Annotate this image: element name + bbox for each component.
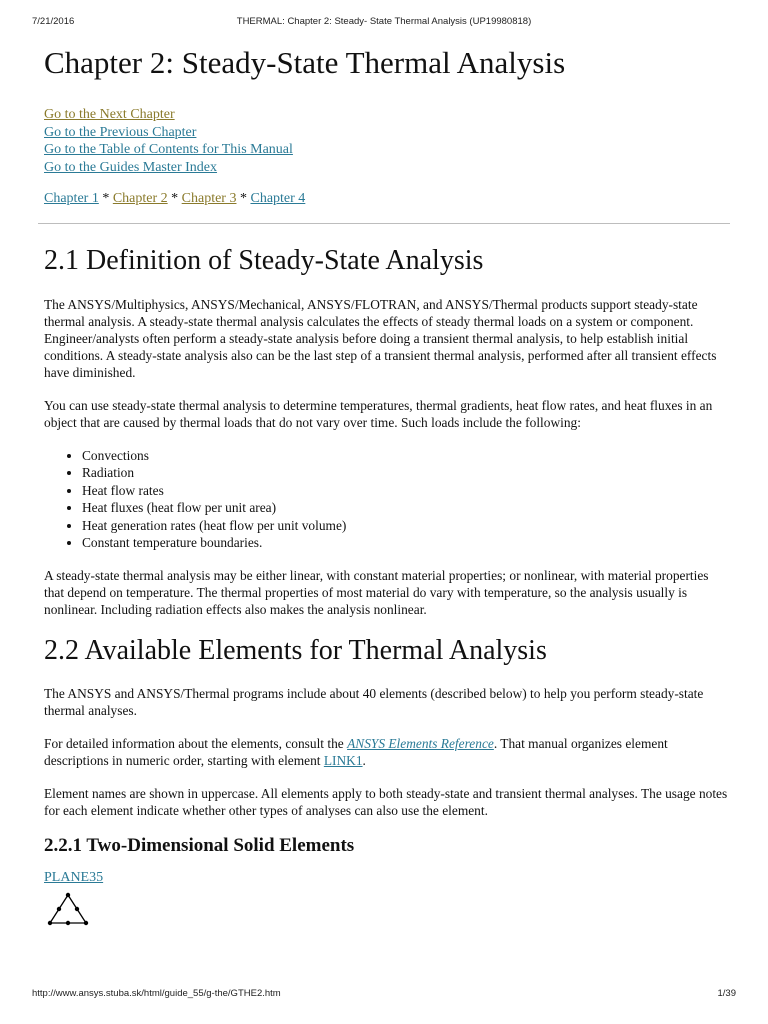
section-2-1-paragraph-1: The ANSYS/Multiphysics, ANSYS/Mechanical, ANSYS/FLOTRAN, and ANSYS/Thermal products support steady-state thermal analysis. A steady-state thermal analysis calculates the effects of steady thermal loads on a system or component. Engineer/analysts often perform a steady-state analysis before doing a transient thermal analysis, to help establish initial conditions. A steady-state analysis also can be the last step of a transient thermal analysis, performed after all transient effects have diminished. (44, 296, 717, 380)
chapter-nav-links (44, 106, 729, 176)
section-2-2-paragraph-2 (44, 735, 729, 769)
plane35-element (44, 870, 729, 930)
print-date: 7/21/2016 (32, 16, 75, 27)
guides-master-index-link[interactable]: Go to the Guides Master Index (44, 159, 218, 175)
paragraph-text: . (362, 753, 366, 769)
section-2-2-paragraph-3: Element names are shown in uppercase. All elements apply to both steady-state and transient thermal analyses. The usage notes for each element indicate whether other types of analyses can also use the element. (44, 786, 728, 819)
paragraph-text: . That manual organizes element descriptions in numeric order, starting with element (44, 736, 668, 769)
page-title: Chapter 2: Steady-State Thermal Analysis (44, 45, 566, 80)
chapter-2-link[interactable]: Chapter 2 (112, 191, 168, 207)
list-item: • Heat fluxes (heat flow per unit area) (82, 499, 729, 517)
list-item: • Radiation (82, 464, 729, 482)
chapter-separator: * (171, 191, 179, 207)
table-of-contents-link[interactable]: Go to the Table of Contents for This Manual (44, 142, 293, 158)
chapter-separator: * (239, 191, 247, 207)
section-2-1-paragraph-3: A steady-state thermal analysis may be either linear, with constant material properties; or nonlinear, with material properties that depend on temperature. The thermal properties of most material do vary with temperature, so the analysis usually is nonlinear. Including radiation effects also makes the analysis nonlinear. (44, 567, 709, 617)
plane35-link[interactable]: PLANE35 (44, 870, 104, 886)
list-item: • Constant temperature boundaries. (82, 534, 729, 552)
section-2-2-1-heading: 2.2.1 Two-Dimensional Solid Elements (44, 835, 355, 857)
section-2-2-paragraph-1: The ANSYS and ANSYS/Thermal programs include about 40 elements (described below) to help you perform steady-state thermal analyses. (44, 686, 704, 719)
triangle-element-icon (44, 890, 92, 930)
chapter-separator: * (102, 191, 110, 207)
list-item: • Heat flow rates (82, 482, 729, 500)
section-2-2-heading: 2.2 Available Elements for Thermal Analysis (44, 634, 547, 666)
elements-reference-link[interactable]: ANSYS Elements Reference (347, 736, 494, 752)
section-2-1-heading: 2.1 Definition of Steady-State Analysis (44, 245, 484, 277)
print-doc-title: THERMAL: Chapter 2: Steady- State Thermal Analysis (UP19980818) (236, 16, 532, 27)
chapter-index (44, 191, 729, 207)
page-number: 1/39 (717, 988, 736, 999)
section-divider (38, 223, 730, 224)
print-footer (32, 988, 736, 1002)
previous-chapter-link[interactable]: Go to the Previous Chapter (44, 124, 197, 140)
page-content (44, 44, 729, 930)
list-item: • Heat generation rates (heat flow per unit volume) (82, 517, 729, 535)
next-chapter-link[interactable]: Go to the Next Chapter (44, 107, 175, 123)
print-url: http://www.ansys.stuba.sk/html/guide_55/g-the/GTHE2.htm (32, 988, 281, 999)
link1-element-link[interactable]: LINK1 (323, 753, 363, 769)
thermal-loads-list (44, 447, 729, 552)
chapter-3-link[interactable]: Chapter 3 (181, 191, 237, 207)
chapter-4-link[interactable]: Chapter 4 (250, 191, 306, 207)
section-2-1-paragraph-2: You can use steady-state thermal analysis to determine temperatures, thermal gradients, heat flow rates, and heat fluxes in an object that are caused by thermal loads that do not vary over time. Such loads include the following: (44, 397, 713, 430)
list-item: • Convections (82, 447, 729, 465)
print-header (32, 16, 736, 30)
chapter-1-link[interactable]: Chapter 1 (44, 191, 99, 207)
paragraph-text: For detailed information about the elements, consult the (44, 736, 348, 752)
